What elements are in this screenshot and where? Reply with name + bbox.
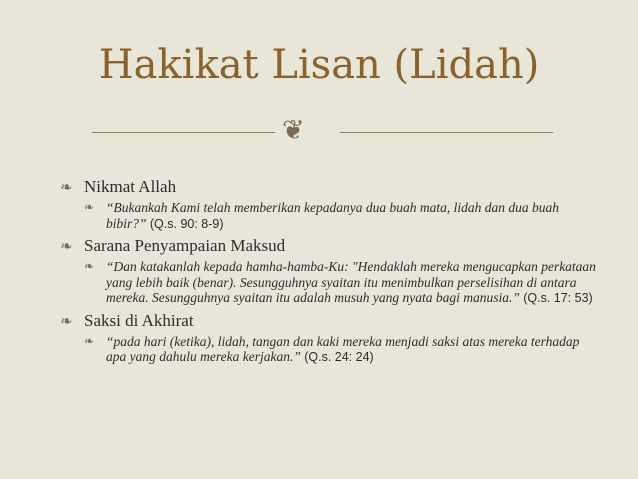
- bullet-heading: Sarana Penyampaian Maksud: [84, 236, 286, 255]
- quote-reference: (Q.s. 17: 53): [523, 291, 593, 305]
- fleuron-bullet-icon: ❧: [60, 311, 73, 330]
- bullet-item-nikmat-allah: [60, 177, 600, 197]
- sub-bullet-quote: [84, 259, 600, 307]
- quote-reference: (Q.s. 24: 24): [304, 350, 374, 364]
- quote-reference: (Q.s. 90: 8-9): [149, 216, 224, 231]
- fleuron-bullet-icon: ❧: [84, 200, 95, 214]
- bullet-list: [60, 177, 600, 370]
- fleuron-bullet-icon: ❧: [84, 333, 95, 348]
- quote-text: “Dan katakanlah kepada hamha-hamba-Ku: "Hendaklah mereka mengucapkan perkataan yang lebih baik (benar). Sesungguhnya syaitan itu menimbulkan perselisihan di antara mereka. Sesungguhnya syaitan itu adalah musuh yang nyata bagi manusia.”: [106, 259, 596, 305]
- title-rule-right: [340, 132, 553, 133]
- fleuron-bullet-icon: ❧: [60, 237, 73, 255]
- bullet-heading: Nikmat Allah: [84, 177, 177, 196]
- bullet-item-saksi-akhirat: [60, 311, 600, 331]
- bullet-item-sarana-penyampaian: [60, 236, 600, 256]
- fleuron-bullet-icon: ❧: [84, 259, 95, 273]
- fleuron-bullet-icon: ❧: [60, 178, 73, 196]
- slide-title: Hakikat Lisan (Lidah): [98, 42, 540, 88]
- sub-bullet-quote: [84, 200, 600, 232]
- title-rule-left: [92, 132, 275, 133]
- fleuron-ornament-icon: ❦: [282, 115, 305, 146]
- quote-text: “Bukankah Kami telah memberikan kepadanya dua buah mata, lidah dan dua buah bibir?”: [106, 200, 559, 231]
- quote-text: “pada hari (ketika), lidah, tangan dan kaki mereka menjadi saksi atas mereka terhadap apa yang dahulu mereka kerjakan.”: [106, 333, 580, 364]
- sub-bullet-quote: [84, 334, 600, 366]
- bullet-heading: Saksi di Akhirat: [84, 310, 194, 330]
